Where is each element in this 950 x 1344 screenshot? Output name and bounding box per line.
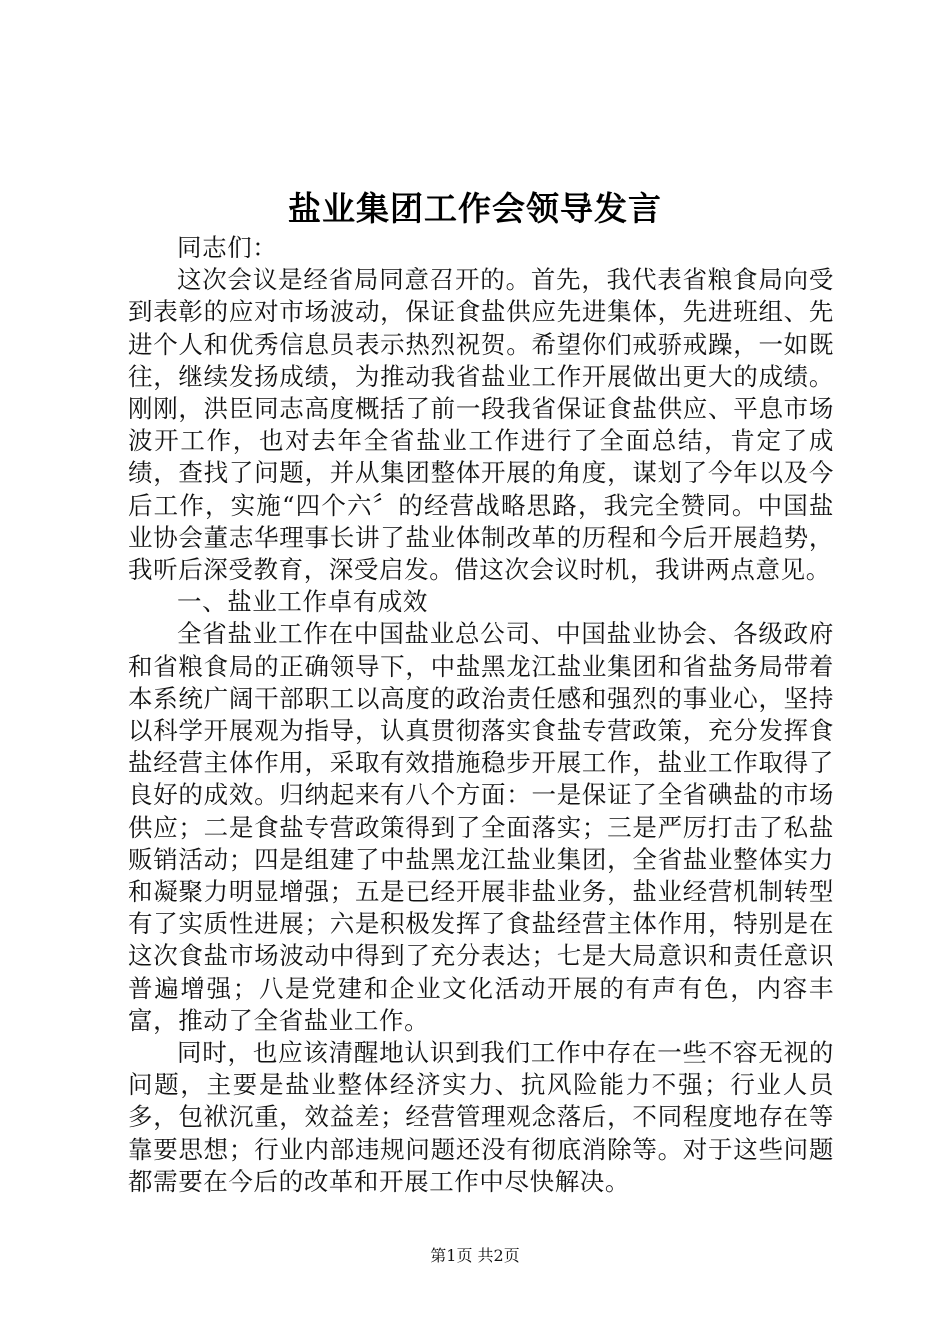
section-heading: 一、盐业工作卓有成效: [177, 587, 428, 617]
paragraph-problems: 同时，也应该清醒地认识到我们工作中存在一些不容无视的问题，主要是盐业整体经济实力、抗风险能力不强；行业人员多，包袱沉重，效益差；经营管理观念落后，不同程度地存在等靠要思想；行业内部违规问题还没有彻底消除等。对于这些问题都需要在今后的改革和开展工作中尽快解决。: [128, 1038, 834, 1196]
salutation: 同志们：: [177, 233, 278, 262]
document-title: 盐业集团工作会领导发言: [288, 189, 662, 228]
paragraph-achievements: 全省盐业工作在中国盐业总公司、中国盐业协会、各级政府和省粮食局的正确领导下，中盐黑龙江盐业集团和省盐务局带着本系统广阔干部职工以高度的政治责任感和强烈的事业心，坚持以科学开展观为指导，认真贯彻落实食盐专营政策，充分发挥食盐经营主体作用，采取有效措施稳步开展工作，盐业工作取得了良好的成效。归纳起来有八个方面：一是保证了全省碘盐的市场供应；二是食盐专营政策得到了全面落实；三是严厉打击了私盐贩销活动；四是组建了中盐黑龙江盐业集团，全省盐业整体实力和凝聚力明显增强；五是已经开展非盐业务，盐业经营机制转型有了实质性进展；六是积极发挥了食盐经营主体作用，特别是在这次食盐市场波动中得到了充分表达；七是大局意识和责任意识普遍增强；八是党建和企业文化活动开展的有声有色，内容丰富，推动了全省盐业工作。: [128, 619, 834, 1035]
document-body: [128, 232, 834, 1198]
page-number: 第1页 共2页: [430, 1246, 520, 1265]
paragraph-intro: 这次会议是经省局同意召开的。首先，我代表省粮食局向受到表彰的应对市场波动，保证食盐供应先进集体，先进班组、先进个人和优秀信息员表示热烈祝贺。希望你们戒骄戒躁，一如既往，继续发扬成绩，为推动我省盐业工作开展做出更大的成绩。刚刚，洪臣同志高度概括了前一段我省保证食盐供应、平息市场波开工作，也对去年全省盐业工作进行了全面总结，肯定了成绩，查找了问题，并从集团整体开展的角度，谋划了今年以及今后工作，实施“四个六〞的经营战略思路，我完全赞同。中国盐业协会董志华理事长讲了盐业体制改革的历程和今后开展趋势，我听后深受教育，深受启发。借这次会议时机，我讲两点意见。: [128, 265, 834, 585]
